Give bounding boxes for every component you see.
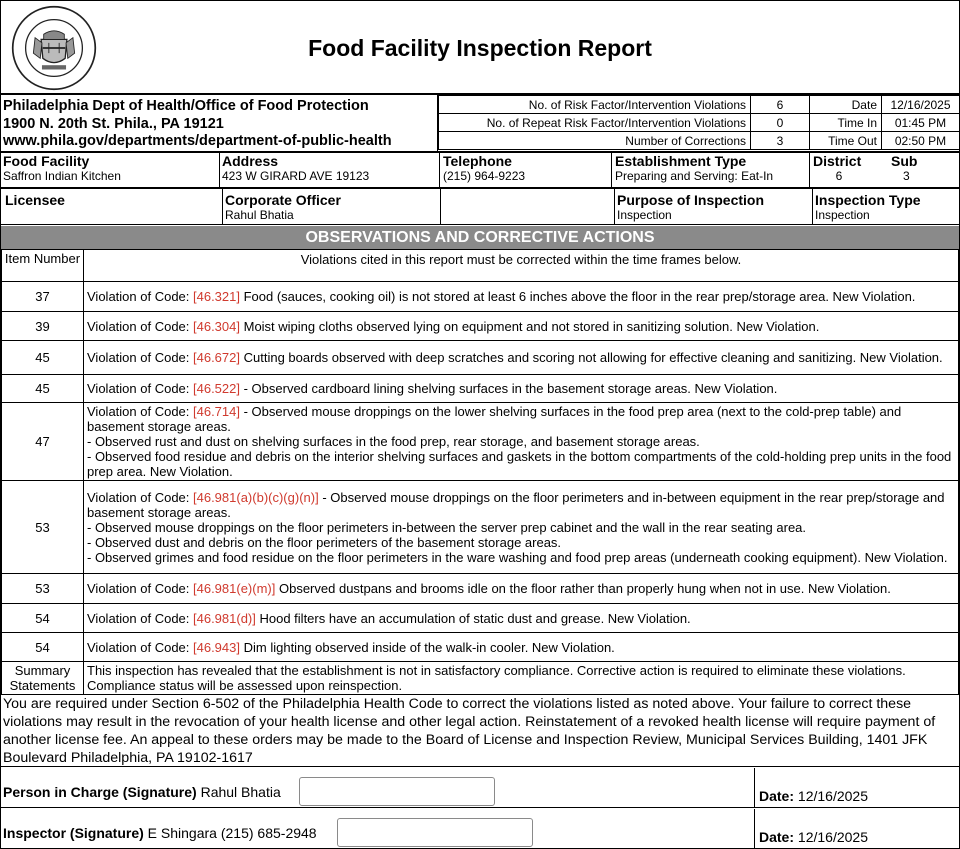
violation-text <box>84 481 959 574</box>
count-label: No. of Risk Factor/Intervention Violations <box>439 96 751 114</box>
violation-code: [46.981(a)(b)(c)(g)(n)] <box>193 489 319 505</box>
violation-description: Hood filters have an accumulation of static dust and grease. New Violation. <box>255 610 691 626</box>
telephone-value: (215) 964-9223 <box>443 169 526 183</box>
violation-prefix: Violation of Code: <box>87 381 193 396</box>
violation-text <box>84 604 959 633</box>
count-row <box>439 132 960 150</box>
district-label: District <box>813 153 862 169</box>
count-value: 3 <box>751 132 810 150</box>
licensee-label: Licensee <box>5 192 65 208</box>
violation-text <box>84 633 959 662</box>
table-row <box>2 375 959 403</box>
table-row <box>2 604 959 633</box>
table-row <box>2 481 959 574</box>
date-label: Date: <box>759 788 795 804</box>
sub-label: Sub <box>891 153 918 169</box>
pic-name: Rahul Bhatia <box>196 784 281 800</box>
violation-text <box>84 282 959 312</box>
time-label: Date <box>810 96 882 114</box>
item-number: 39 <box>2 312 84 341</box>
violation-description: - Observed cardboard lining shelving surfaces in the basement storage areas. New Violation. <box>240 381 778 396</box>
violation-prefix: Violation of Code: <box>87 289 193 304</box>
inspector-signature-box[interactable] <box>337 818 533 847</box>
violation-code: [46.672] <box>193 350 240 365</box>
count-label: No. of Repeat Risk Factor/Intervention Violations <box>439 114 751 132</box>
item-number: 53 <box>2 481 84 574</box>
item-number: 54 <box>2 633 84 662</box>
officer-label: Corporate Officer <box>225 192 341 208</box>
inspector-row <box>1 809 959 848</box>
licensee-cell <box>1 189 223 224</box>
pic-signature-box[interactable] <box>299 777 495 806</box>
violation-description: - Observed mouse droppings on the floor perimeters and in-between equipment in the rear prep/storage and basement storage areas. - Observed mouse droppings on the floor perimeters in-between the server prep cabinet and the wall in the rear seating area. - Observed dust and debris on the floor perimeters of the basement storage areas. - Observed grimes and food residue on the floor perimeters in the ware washing and food prep areas (underneath cooking equipment). New Violation. <box>87 489 948 565</box>
address-cell <box>220 153 440 187</box>
report-header <box>1 1 959 95</box>
observations-table <box>1 249 959 695</box>
item-number: 47 <box>2 403 84 481</box>
purpose-cell <box>615 189 813 224</box>
district-value: 6 <box>835 169 843 183</box>
violation-prefix: Violation of Code: <box>87 489 193 505</box>
violation-code: [46.522] <box>193 381 240 396</box>
count-row <box>439 96 960 114</box>
establishment-label: Establishment Type <box>615 153 747 169</box>
agency-address: 1900 N. 20th St. Phila., PA 19121 <box>3 115 224 132</box>
person-in-charge-row <box>1 768 959 808</box>
violation-text <box>84 341 959 375</box>
counts-table <box>438 95 960 150</box>
violation-description: Dim lighting observed inside of the walk-in cooler. New Violation. <box>240 639 615 655</box>
item-number: 53 <box>2 574 84 604</box>
purpose-value: Inspection <box>617 208 672 222</box>
officer-value: Rahul Bhatia <box>225 208 294 222</box>
violation-text <box>84 574 959 604</box>
violation-prefix: Violation of Code: <box>87 404 193 419</box>
item-number: 45 <box>2 341 84 375</box>
facility-row <box>1 151 959 189</box>
table-row <box>2 312 959 341</box>
count-label: Number of Corrections <box>439 132 751 150</box>
establishment-cell <box>612 153 810 187</box>
time-value: 01:45 PM <box>882 114 960 132</box>
count-row <box>439 114 960 132</box>
date-value: 12/16/2025 <box>794 829 868 845</box>
table-row <box>2 574 959 604</box>
time-label: Time In <box>810 114 882 132</box>
violation-code: [46.943] <box>193 639 240 655</box>
telephone-label: Telephone <box>443 153 512 169</box>
table-row <box>2 633 959 662</box>
address-value: 423 W GIRARD AVE 19123 <box>222 169 370 183</box>
page-title: Food Facility Inspection Report <box>308 35 652 61</box>
summary-row <box>2 662 959 695</box>
violation-text <box>84 312 959 341</box>
violation-text <box>84 403 959 481</box>
count-value: 6 <box>751 96 810 114</box>
district-cell <box>810 153 959 187</box>
violation-prefix: Violation of Code: <box>87 639 193 655</box>
pic-label: Person in Charge (Signature) <box>3 784 197 800</box>
pic-signature-text <box>3 784 281 800</box>
purpose-label: Purpose of Inspection <box>617 192 765 208</box>
inspector-name: E Shingara (215) 685-2948 <box>143 825 317 841</box>
food-facility-cell <box>1 153 220 187</box>
sub-value: 3 <box>903 169 910 183</box>
violation-code: [46.981(d)] <box>193 610 256 626</box>
inspector-signature-text <box>3 825 317 841</box>
violation-description: Moist wiping cloths observed lying on equipment and not stored in sanitizing solution. New Violation. <box>240 318 820 334</box>
observations-banner: OBSERVATIONS AND CORRECTIVE ACTIONS <box>1 226 959 249</box>
time-value: 02:50 PM <box>882 132 960 150</box>
observations-intro: Violations cited in this report must be corrected within the time frames below. <box>84 250 959 282</box>
inspection-type-label: Inspection Type <box>815 192 921 208</box>
pic-date-cell <box>754 768 959 807</box>
item-number: 45 <box>2 375 84 403</box>
observations-header-row <box>2 250 959 282</box>
inspector-date-cell <box>754 809 959 848</box>
date-value: 12/16/2025 <box>794 788 868 804</box>
table-row <box>2 341 959 375</box>
establishment-value: Preparing and Serving: Eat-In <box>615 169 774 183</box>
agency-name: Philadelphia Dept of Health/Office of Food Protection <box>3 98 369 114</box>
violation-code: [46.714] <box>193 404 240 419</box>
summary-text: This inspection has revealed that the establishment is not in satisfactory compliance. Corrective action is required to eliminate these violations. Compliance status will be assessed upon reinspection. <box>84 662 959 695</box>
item-number: 37 <box>2 282 84 312</box>
agency-website: www.phila.gov/departments/department-of-public-health <box>3 133 392 149</box>
telephone-cell <box>440 153 612 187</box>
violation-description: - Observed mouse droppings on the lower shelving surfaces in the food prep area (next to the cold-prep table) and basement storage areas. - Observed rust and dust on shelving surfaces in the food prep, rear storage, and basement storage areas. - Observed food residue and debris on the interior shelving surfaces and gaskets in the bottom compartments of the cold-holding prep units in the food prep area. New Violation. <box>87 404 952 479</box>
date-label: Date: <box>759 829 795 845</box>
violation-description: Food (sauces, cooking oil) is not stored at least 6 inches above the floor in the rear prep/storage area. New Violation. <box>240 289 916 304</box>
counts-block <box>437 95 959 151</box>
licensee-row <box>1 189 959 225</box>
item-number-header: Item Number <box>2 250 84 282</box>
time-label: Time Out <box>810 132 882 150</box>
violation-text <box>84 375 959 403</box>
inspector-label: Inspector (Signature) <box>3 825 144 841</box>
legal-notice: You are required under Section 6-502 of the Philadelphia Health Code to correct the violations listed as noted above. Your failure to correct these violations may result in the revocation of your health license and other legal action. Reinstatement of a revoked health license will require payment of another license fee. An appeal to these orders may be made to the Board of License and Inspection Review, Municipal Services Building, 1401 JFK Boulevard Philadelphia, PA 19102-1617 <box>1 694 959 767</box>
violation-description: Cutting boards observed with deep scratches and scoring not allowing for effective cleaning and sanitizing. New Violation. <box>240 350 943 365</box>
violation-prefix: Violation of Code: <box>87 610 193 626</box>
violation-description: Observed dustpans and brooms idle on the floor rather than properly hung when not in use. New Violation. <box>275 581 891 596</box>
summary-label: Summary Statements <box>2 662 84 695</box>
violation-code: [46.981(e)(m)] <box>193 581 276 596</box>
violation-prefix: Violation of Code: <box>87 318 193 334</box>
agency-block <box>3 98 435 150</box>
inspection-type-value: Inspection <box>815 208 870 222</box>
violation-code: [46.321] <box>193 289 240 304</box>
violation-code: [46.304] <box>193 318 240 334</box>
food-facility-label: Food Facility <box>3 153 90 169</box>
food-facility-value: Saffron Indian Kitchen <box>3 169 121 183</box>
table-row <box>2 403 959 481</box>
table-row <box>2 282 959 312</box>
address-label: Address <box>222 153 279 169</box>
violation-prefix: Violation of Code: <box>87 350 193 365</box>
inspection-type-cell <box>813 189 959 224</box>
item-number: 54 <box>2 604 84 633</box>
blank-cell <box>441 189 615 224</box>
officer-cell <box>223 189 441 224</box>
count-value: 0 <box>751 114 810 132</box>
violation-prefix: Violation of Code: <box>87 581 193 596</box>
time-value: 12/16/2025 <box>882 96 960 114</box>
